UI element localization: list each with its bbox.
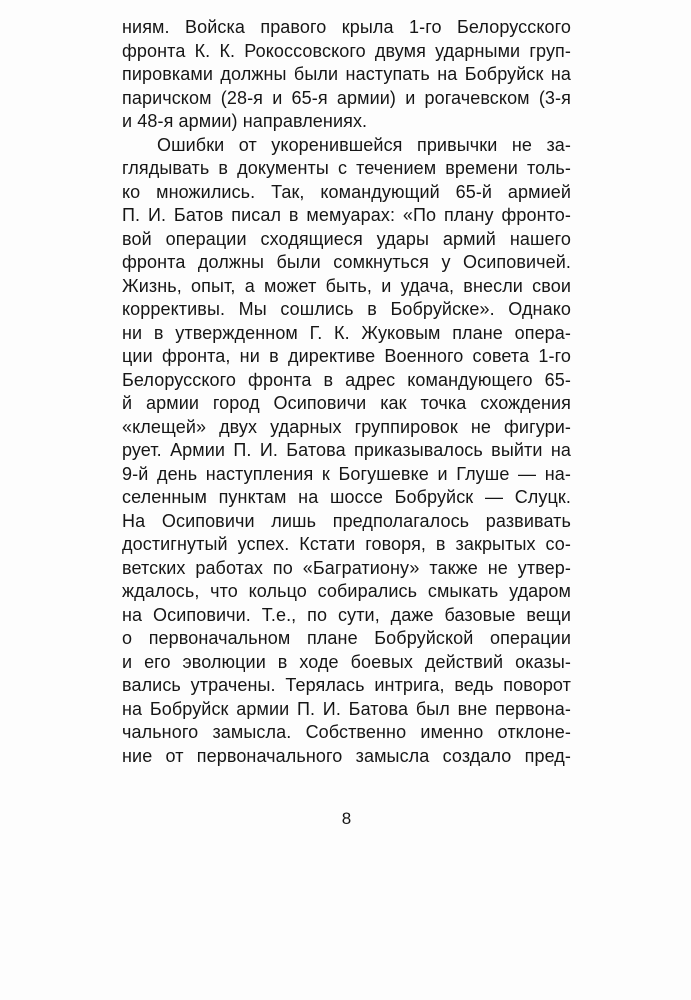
- text-line: глядывать в документы с течением времени толь-: [122, 158, 571, 178]
- text-line: Ошибки от укоренившейся привычки не за-: [157, 134, 571, 155]
- text-line: вой операции сходящиеся удары армий нашего: [122, 228, 571, 249]
- text-line: Жизнь, опыт, а может быть, и удача, внесли свои: [122, 275, 571, 296]
- text-line: П. И. Батов писал в мемуарах: «По плану фронто-: [122, 205, 571, 225]
- text-line: ниям. Войска правого крыла 1-го Белорусского: [122, 17, 571, 37]
- text-block: [122, 16, 571, 768]
- text-line: ции фронта, ни в директиве Военного совета 1-го: [122, 346, 571, 366]
- text-line: ко множились. Так, командующий 65-й армией: [122, 181, 571, 202]
- text-line: паричском (28-я и 65-я армии) и рогачевском (3-я: [122, 87, 571, 108]
- text-line: ждалось, что кольцо собирались смыкать ударом: [122, 581, 571, 601]
- paragraph-continuation: [122, 16, 571, 134]
- text-line: и его эволюции в ходе боевых действий оказы-: [122, 651, 571, 672]
- text-line: рует. Армии П. И. Батова приказывалось выйти на: [122, 440, 571, 460]
- text-line: фронта должны были сомкнуться у Осиповичей.: [122, 252, 571, 272]
- text-line: достигнутый успех. Кстати говоря, в закрытых со-: [122, 534, 571, 554]
- text-line: фронта К. К. Рокоссовского двумя ударными груп-: [122, 40, 571, 61]
- text-line: й армии город Осиповичи как точка схождения: [122, 393, 571, 413]
- text-line: На Осиповичи лишь предполагалось развивать: [122, 510, 571, 531]
- text-line: вались утрачены. Терялась интрига, ведь поворот: [122, 675, 571, 695]
- text-line: селенным пунктам на шоссе Бобруйск — Слуцк.: [122, 487, 571, 507]
- text-line: о первоначальном плане Бобруйской операции: [122, 628, 571, 648]
- text-line: 9-й день наступления к Богушевке и Глуше — на-: [122, 463, 571, 484]
- page-number: 8: [341, 809, 352, 828]
- text-line: ни в утвержденном Г. К. Жуковым плане опера-: [122, 322, 571, 343]
- text-line: на Осиповичи. Т.е., по сути, даже базовые вещи: [122, 604, 571, 625]
- text-line: Белорусского фронта в адрес командующего 65-: [122, 369, 571, 390]
- text-line: и 48-я армии) направлениях.: [122, 111, 368, 131]
- text-line: пировками должны были наступать на Бобруйск на: [122, 64, 571, 84]
- text-line: «клещей» двух ударных группировок не фигури-: [122, 416, 571, 437]
- text-line: чального замысла. Собственно именно отклоне-: [122, 722, 571, 742]
- text-line: ветских работах по «Багратиону» также не утвер-: [122, 557, 571, 578]
- text-line: ние от первоначального замысла создало пред-: [122, 745, 571, 766]
- text-line: на Бобруйск армии П. И. Батова был вне первона-: [122, 698, 571, 719]
- text-line: коррективы. Мы сошлись в Бобруйске». Однако: [122, 299, 571, 319]
- paragraph-main: [122, 134, 571, 769]
